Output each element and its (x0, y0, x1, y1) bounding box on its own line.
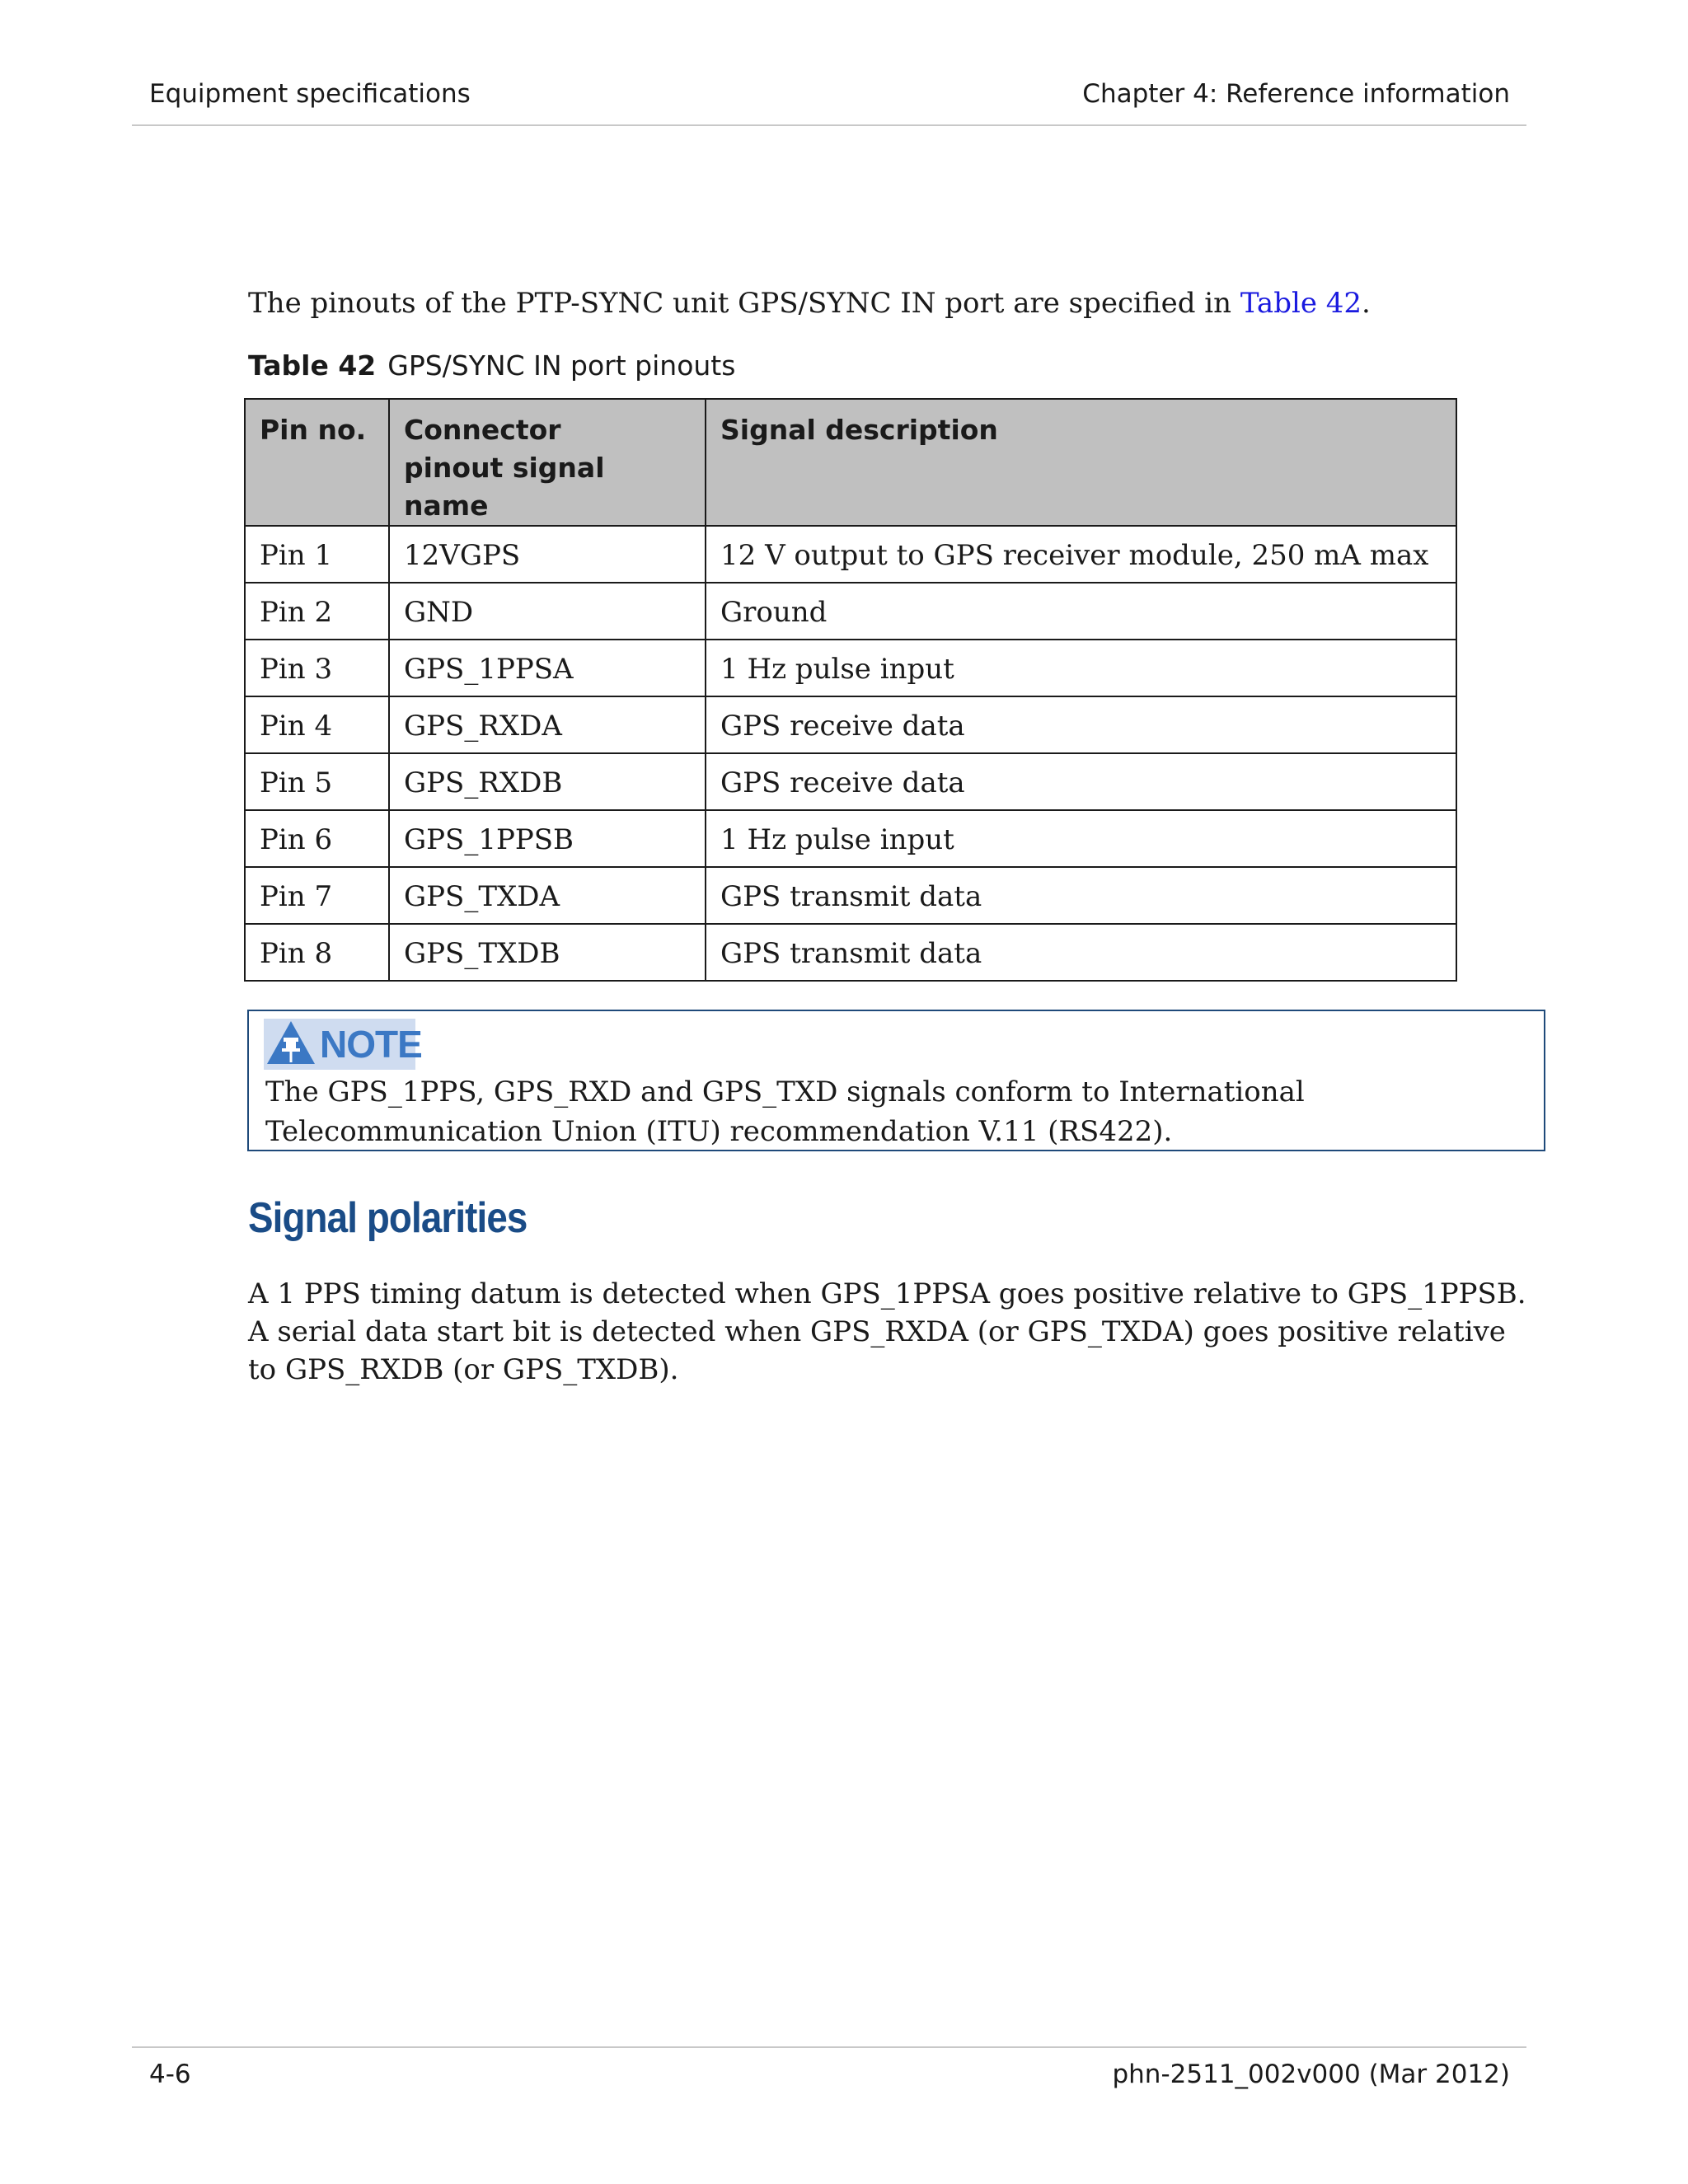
signal-name-cell: 12VGPS (389, 526, 706, 583)
table-reference-link[interactable]: Table 42 (1240, 287, 1362, 320)
column-header-pin: Pin no. (245, 399, 389, 526)
body-paragraph: A 1 PPS timing datum is detected when GPS_1PPSA goes positive relative to GPS_1PPSB. (248, 1277, 1526, 1310)
table-row (245, 753, 1456, 810)
pin-cell: Pin 7 (245, 867, 389, 924)
signal-name-cell: GND (389, 583, 706, 640)
signal-name-cell: GPS_1PPSA (389, 640, 706, 696)
note-text: The GPS_1PPS, GPS_RXD and GPS_TXD signals conform to International Telecommunication Union (ITU) recommendation V.11 (RS422). (265, 1076, 1305, 1148)
column-header-signal-name-text: Connector pinout signal name (404, 414, 605, 522)
pin-cell: Pin 8 (245, 924, 389, 981)
note-box (247, 1010, 1545, 1151)
body-paragraph: A serial data start bit is detected when GPS_RXDA (or GPS_TXDA) goes positive relative to GPS_RXDB (or GPS_TXDB). (248, 1315, 1506, 1386)
header-chapter-title: Chapter 4: Reference information (1082, 79, 1510, 109)
table-row (245, 810, 1456, 867)
table-caption (248, 349, 735, 382)
pin-cell: Pin 6 (245, 810, 389, 867)
header-section-title: Equipment specifications (149, 79, 471, 109)
footer-rule (132, 2046, 1526, 2048)
warning-pin-icon (264, 1019, 316, 1069)
description-cell: 1 Hz pulse input (706, 640, 1456, 696)
table-row (245, 583, 1456, 640)
table-row (245, 526, 1456, 583)
signal-name-cell: GPS_TXDB (389, 924, 706, 981)
table-row (245, 867, 1456, 924)
pin-cell: Pin 1 (245, 526, 389, 583)
description-cell: GPS receive data (706, 696, 1456, 753)
section-heading: Signal polarities (248, 1194, 528, 1242)
pin-cell: Pin 4 (245, 696, 389, 753)
description-cell: Ground (706, 583, 1456, 640)
table-row (245, 924, 1456, 981)
column-header-description: Signal description (706, 399, 1456, 526)
pin-cell: Pin 5 (245, 753, 389, 810)
table-header-row (245, 399, 1456, 526)
signal-name-cell: GPS_1PPSB (389, 810, 706, 867)
column-header-signal-name (389, 399, 706, 526)
document-id: phn-2511_002v000 (Mar 2012) (1112, 2060, 1510, 2089)
table-row (245, 696, 1456, 753)
intro-period: . (1362, 287, 1371, 320)
intro-text: The pinouts of the PTP-SYNC unit GPS/SYNC IN port are specified in (248, 287, 1240, 320)
description-cell: 12 V output to GPS receiver module, 250 mA max (706, 526, 1456, 583)
table-caption-number: Table 42 (248, 349, 377, 382)
signal-name-cell: GPS_RXDB (389, 753, 706, 810)
description-cell: 1 Hz pulse input (706, 810, 1456, 867)
signal-name-cell: GPS_RXDA (389, 696, 706, 753)
description-cell: GPS transmit data (706, 924, 1456, 981)
pin-cell: Pin 2 (245, 583, 389, 640)
note-label: NOTE (320, 1023, 422, 1066)
header-rule (132, 124, 1526, 126)
intro-paragraph (248, 287, 1371, 320)
note-badge (264, 1019, 422, 1070)
signal-name-cell: GPS_TXDA (389, 867, 706, 924)
table-row (245, 640, 1456, 696)
table-caption-title: GPS/SYNC IN port pinouts (387, 349, 736, 382)
description-cell: GPS transmit data (706, 867, 1456, 924)
description-cell: GPS receive data (706, 753, 1456, 810)
section-body (248, 1275, 1534, 1389)
page-number: 4-6 (149, 2060, 191, 2089)
pinout-table (244, 398, 1457, 982)
pin-cell: Pin 3 (245, 640, 389, 696)
